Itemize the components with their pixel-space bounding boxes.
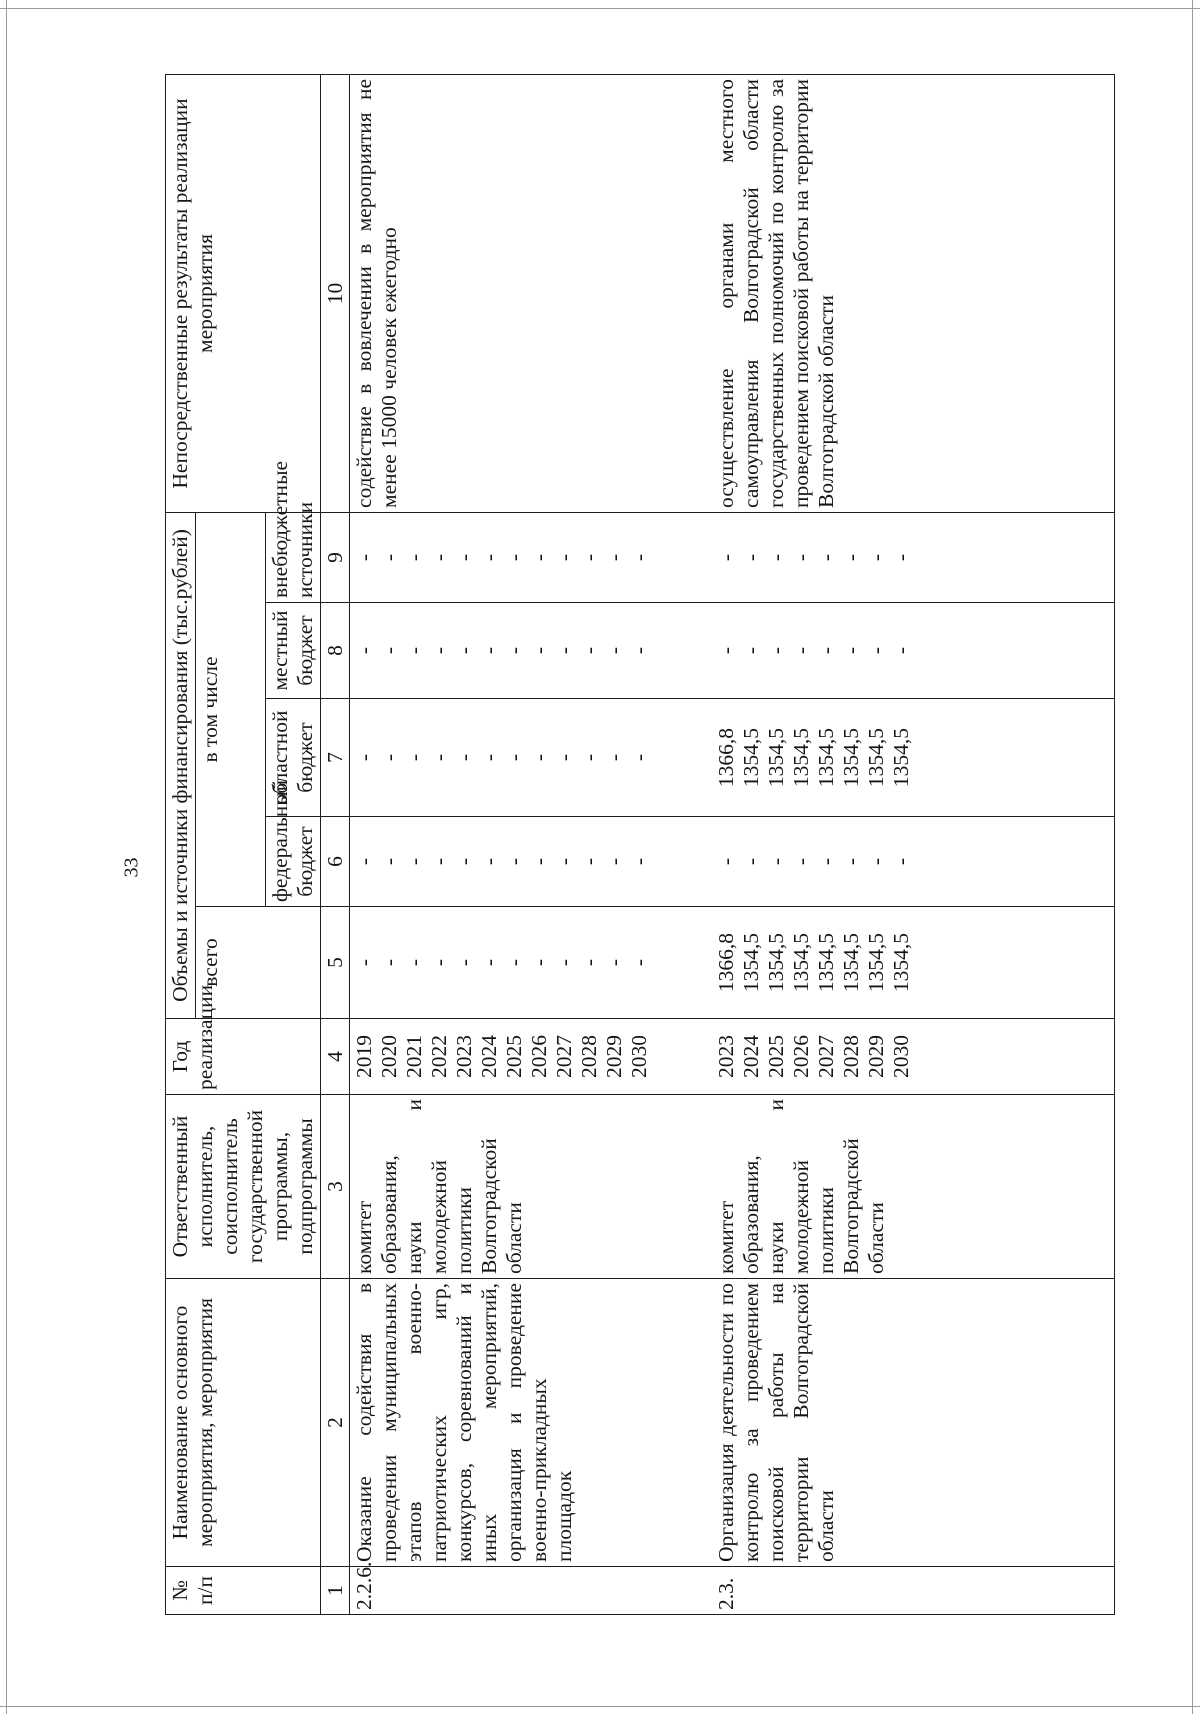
regional-list-value: 1354,5 (764, 727, 788, 788)
regional-list-value: - (627, 753, 651, 762)
local-list-value: - (527, 646, 551, 655)
federal-list-value: - (714, 857, 738, 866)
regional-list-value: 1354,5 (889, 727, 913, 788)
column-number: 6 (321, 817, 350, 907)
year-list-value: 2019 (352, 1035, 376, 1078)
local-list-value: - (427, 646, 451, 655)
local-list-value: - (864, 646, 888, 655)
extrabudget-list (350, 512, 713, 602)
year-list-value: 2024 (477, 1035, 501, 1078)
regional-list-value: 1354,5 (814, 727, 838, 788)
rotated-page-content (165, 75, 1015, 1615)
extrabudget-list-value: - (764, 553, 788, 562)
local-list-value: - (764, 646, 788, 655)
year-list-value: 2021 (402, 1035, 426, 1078)
federal-list-value: - (552, 857, 576, 866)
table-row (712, 74, 1115, 1614)
column-number: 3 (321, 1095, 350, 1279)
header-num: № п/п (166, 1567, 321, 1615)
regional-list-value: - (452, 753, 476, 762)
year-list-value: 2022 (427, 1035, 451, 1078)
total-list (712, 907, 1115, 1019)
extrabudget-list-value: - (627, 553, 651, 562)
federal-list-value: - (377, 857, 401, 866)
local-list-value: - (577, 646, 601, 655)
total-list-value: 1354,5 (839, 932, 863, 993)
year-list-value: 2028 (839, 1035, 863, 1078)
local-list-value: - (814, 646, 838, 655)
header-results: Непосредственные результаты реализации мероприятия (166, 74, 321, 512)
regional-list-value: 1366,8 (714, 727, 738, 788)
regional-list (350, 699, 713, 817)
extrabudget-list-value: - (864, 553, 888, 562)
header-local: местный бюджет (266, 603, 321, 699)
federal-list-value: - (427, 857, 451, 866)
year-list-value: 2023 (452, 1035, 476, 1078)
scan-edge-bottom (0, 1706, 1200, 1707)
header-year: Год реализации (166, 1019, 321, 1095)
header-total: всего (196, 907, 321, 1019)
year-list-value: 2020 (377, 1035, 401, 1078)
extrabudget-list-value: - (577, 553, 601, 562)
page-number: 33 (120, 857, 143, 878)
extrabudget-list-value: - (739, 553, 763, 562)
scan-edge-right (1192, 0, 1193, 1714)
responsible-executor: комитет образования, науки и молодежной политики Волгоградской области (712, 1095, 1115, 1279)
header-name: Наименование основного мероприятия, мероприятия (166, 1279, 321, 1567)
total-list-value: - (602, 958, 626, 967)
federal-list-value: - (477, 857, 501, 866)
total-list-value: 1354,5 (764, 932, 788, 993)
extrabudget-list-value: - (814, 553, 838, 562)
regional-list-value: - (577, 753, 601, 762)
year-list-value: 2025 (502, 1035, 526, 1078)
year-list (350, 1019, 713, 1095)
federal-list-value: - (452, 857, 476, 866)
local-list-value: - (789, 646, 813, 655)
regional-list-value: - (477, 753, 501, 762)
extrabudget-list-value: - (402, 553, 426, 562)
table-row (350, 74, 713, 1614)
local-list-value: - (714, 646, 738, 655)
total-list-value: 1354,5 (739, 932, 763, 993)
federal-list-value: - (527, 857, 551, 866)
regional-list-value: 1354,5 (789, 727, 813, 788)
federal-list-value: - (864, 857, 888, 866)
federal-list-value: - (839, 857, 863, 866)
local-list-value: - (627, 646, 651, 655)
extrabudget-list-value: - (889, 553, 913, 562)
total-list-value: 1354,5 (889, 932, 913, 993)
result-description: содействие в вовлечении в мероприятия не менее 15000 человек ежегодно (350, 74, 713, 512)
extrabudget-list-value: - (714, 553, 738, 562)
total-list-value: - (552, 958, 576, 967)
year-list-value: 2026 (527, 1035, 551, 1078)
year-list-value: 2025 (764, 1035, 788, 1078)
local-list-value: - (839, 646, 863, 655)
extrabudget-list-value: - (602, 553, 626, 562)
local-list-value: - (352, 646, 376, 655)
regional-list-value: - (402, 753, 426, 762)
extrabudget-list-value: - (352, 553, 376, 562)
year-list-value: 2026 (789, 1035, 813, 1078)
total-list-value: 1354,5 (864, 932, 888, 993)
header-regional: областной бюджет (266, 699, 321, 817)
column-number: 8 (321, 603, 350, 699)
row-number: 2.2.6. (350, 1567, 713, 1615)
header-financing: Объемы и источники финансирования (тыс.рублей) (166, 512, 196, 1018)
federal-list-value: - (502, 857, 526, 866)
federal-list (712, 817, 1115, 907)
regional-list-value: - (427, 753, 451, 762)
extrabudget-list-value: - (527, 553, 551, 562)
column-number: 1 (321, 1567, 350, 1615)
federal-list-value: - (402, 857, 426, 866)
regional-list-value: - (552, 753, 576, 762)
total-list-value: - (352, 958, 376, 967)
total-list-value: 1354,5 (789, 932, 813, 993)
responsible-executor: комитет образования, науки и молодежной политики Волгоградской области (350, 1095, 713, 1279)
local-list-value: - (552, 646, 576, 655)
federal-list-value: - (602, 857, 626, 866)
extrabudget-list-value: - (427, 553, 451, 562)
regional-list-value: - (352, 753, 376, 762)
total-list-value: 1366,8 (714, 932, 738, 993)
total-list-value: - (427, 958, 451, 967)
local-list (712, 603, 1115, 699)
year-list-value: 2027 (814, 1035, 838, 1078)
column-number: 5 (321, 907, 350, 1019)
local-list-value: - (889, 646, 913, 655)
year-list-value: 2027 (552, 1035, 576, 1078)
federal-list-value: - (789, 857, 813, 866)
extrabudget-list-value: - (377, 553, 401, 562)
local-list-value: - (602, 646, 626, 655)
local-list-value: - (377, 646, 401, 655)
regional-list-value: 1354,5 (864, 727, 888, 788)
local-list-value: - (402, 646, 426, 655)
scan-edge-left (6, 0, 7, 1714)
extrabudget-list-value: - (452, 553, 476, 562)
local-list (350, 603, 713, 699)
measure-name: Организация деятельности по контролю за проведением поисковой работы на территории Волгоградской области (712, 1279, 1115, 1567)
column-number: 10 (321, 74, 350, 512)
total-list-value: - (402, 958, 426, 967)
local-list-value: - (452, 646, 476, 655)
regional-list-value: - (377, 753, 401, 762)
total-list (350, 907, 713, 1019)
year-list-value: 2030 (627, 1035, 651, 1078)
column-number: 2 (321, 1279, 350, 1567)
result-description: осуществление органами местного самоуправления Волгоградской области государственных полномочий по контролю за проведением поисковой работы на территории Волгоградской области (712, 74, 1115, 512)
local-list-value: - (502, 646, 526, 655)
regional-list-value: 1354,5 (839, 727, 863, 788)
header-extrabudget: внебюджетные источники (266, 512, 321, 602)
row-number: 2.3. (712, 1567, 1115, 1615)
total-list-value: - (527, 958, 551, 967)
year-list-value: 2023 (714, 1035, 738, 1078)
header-including: в том числе (196, 512, 266, 906)
year-list-value: 2029 (602, 1035, 626, 1078)
extrabudget-list-value: - (477, 553, 501, 562)
year-list-value: 2029 (864, 1035, 888, 1078)
extrabudget-list-value: - (502, 553, 526, 562)
regional-list (712, 699, 1115, 817)
federal-list-value: - (627, 857, 651, 866)
scan-edge-top (0, 8, 1200, 9)
regional-list-value: 1354,5 (739, 727, 763, 788)
header-federal: федеральный бюджет (266, 817, 321, 907)
total-list-value: - (477, 958, 501, 967)
total-list-value: 1354,5 (814, 932, 838, 993)
federal-list-value: - (577, 857, 601, 866)
regional-list-value: - (502, 753, 526, 762)
year-list-value: 2028 (577, 1035, 601, 1078)
total-list-value: - (627, 958, 651, 967)
total-list-value: - (452, 958, 476, 967)
header-executor: Ответственный исполнитель, соисполнитель государственной программы, подпрограммы (166, 1095, 321, 1279)
extrabudget-list-value: - (839, 553, 863, 562)
column-number: 9 (321, 512, 350, 602)
extrabudget-list-value: - (789, 553, 813, 562)
local-list-value: - (739, 646, 763, 655)
measure-name: Оказание содействия в проведении муниципальных этапов военно-патриотических игр, конкурсов, соревнований и иных мероприятий, организация и проведение военно-прикладных площадок (350, 1279, 713, 1567)
column-number: 4 (321, 1019, 350, 1095)
year-list-value: 2024 (739, 1035, 763, 1078)
column-number: 7 (321, 699, 350, 817)
federal-list (350, 817, 713, 907)
federal-list-value: - (889, 857, 913, 866)
regional-list-value: - (527, 753, 551, 762)
federal-list-value: - (739, 857, 763, 866)
total-list-value: - (377, 958, 401, 967)
extrabudget-list-value: - (552, 553, 576, 562)
regional-list-value: - (602, 753, 626, 762)
program-measures-table (165, 74, 1115, 1615)
federal-list-value: - (814, 857, 838, 866)
total-list-value: - (502, 958, 526, 967)
local-list-value: - (477, 646, 501, 655)
extrabudget-list (712, 512, 1115, 602)
year-list-value: 2030 (889, 1035, 913, 1078)
federal-list-value: - (764, 857, 788, 866)
year-list (712, 1019, 1115, 1095)
federal-list-value: - (352, 857, 376, 866)
total-list-value: - (577, 958, 601, 967)
